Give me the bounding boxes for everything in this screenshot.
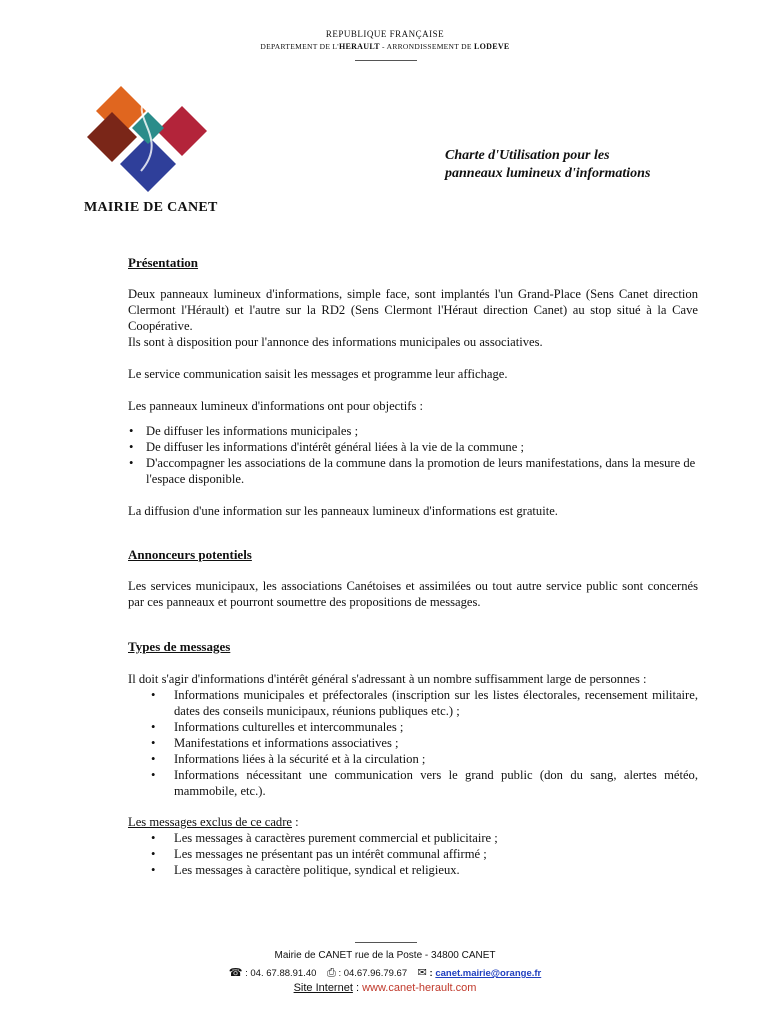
list-item: • Les messages ne présentant pas un intérêt communal affirmé ; (128, 846, 698, 862)
list-item: • Les messages à caractères purement commercial et publicitaire ; (128, 830, 698, 846)
footer-website: Site Internet : www.canet-herault.com (293, 982, 477, 994)
paragraph: Deux panneaux lumineux d'informations, simple face, sont implantés l'un Grand-Place (Sens Canet direction Clermont l'Hérault) et l'autre sur la RD2 (Sens Clermont l'Héraut direction Canet) au stop situé à la Cave Coopérative. (128, 287, 698, 333)
paragraph: Il doit s'agir d'informations d'intérêt général s'adressant à un nombre suffisamment large de personnes : (128, 672, 647, 686)
list-item: • Informations liées à la sécurité et à la circulation ; (128, 751, 698, 767)
objectives-list (128, 423, 698, 487)
phone-number: : 04. 67.88.91.40 (245, 968, 317, 979)
header-divider (355, 60, 417, 61)
mairie-logo (86, 76, 222, 198)
excluded-label: Les messages exclus de ce cadre : (128, 815, 299, 829)
paragraph: Les panneaux lumineux d'informations ont pour objectifs : (128, 399, 424, 413)
list-item: • De diffuser les informations municipales ; (128, 423, 698, 439)
paragraph: Ils sont à disposition pour l'annonce des informations municipales ou associatives. (128, 335, 543, 349)
message-types-list (128, 687, 698, 799)
paragraph: Les services municipaux, les associations Canétoises et assimilées ou tout autre service public sont concernés par ces panneaux et pourront soumettre des propositions de messages. (128, 579, 698, 609)
email-link[interactable]: canet.mairie@orange.fr (435, 968, 542, 979)
list-item: • Informations nécessitant une communication vers le grand public (don du sang, alertes météo, mammobile, etc.). (128, 767, 698, 799)
fax-number: : 04.67.96.79.67 (338, 968, 408, 979)
document-body (128, 255, 698, 878)
section-heading-annonceurs: Annonceurs potentiels (128, 547, 252, 562)
header-republique: REPUBLIQUE FRANÇAISE (325, 29, 445, 39)
paragraph: La diffusion d'une information sur les panneaux lumineux d'informations est gratuite. (128, 504, 558, 518)
section-heading-types: Types de messages (128, 639, 231, 654)
list-item: • Les messages à caractère politique, syndical et religieux. (128, 862, 698, 878)
fax-icon: ⎙ (326, 966, 336, 979)
list-item: • D'accompagner les associations de la commune dans la promotion de leurs manifestations, dans la mesure de l'espace disponible. (128, 455, 698, 487)
document-title: Charte d'Utilisation pour les panneaux lumineux d'informations (445, 148, 651, 181)
site-label: Site Internet (293, 982, 353, 994)
footer-divider (355, 942, 417, 943)
footer-address: Mairie de CANET rue de la Poste - 34800 CANET (274, 950, 496, 961)
excluded-list (128, 830, 698, 878)
paragraph: Le service communication saisit les messages et programme leur affichage. (128, 367, 508, 381)
footer-contacts: ☎ : 04. 67.88.91.40 ⎙ : 04.67.96.79.67 ✉ : canet.mairie@orange.fr (228, 966, 542, 979)
org-name: MAIRIE DE CANET (84, 200, 218, 215)
list-item: • Informations culturelles et intercommunales ; (128, 719, 698, 735)
list-item: • Manifestations et informations associatives ; (128, 735, 698, 751)
section-heading-presentation: Présentation (128, 255, 199, 270)
list-item: • De diffuser les informations d'intérêt général liées à la vie de la commune ; (128, 439, 698, 455)
list-item: • Informations municipales et préfectorales (inscription sur les listes électorales, recensement militaire, dates des conseils municipaux, réunions publiques etc.) ; (128, 687, 698, 719)
website-link[interactable]: www.canet-herault.com (362, 982, 477, 994)
phone-icon: ☎ (228, 966, 243, 979)
header-departement: DEPARTEMENT DE L'HERAULT - ARRONDISSEMENT DE LODEVE (260, 42, 510, 51)
email-icon: ✉ (417, 966, 427, 979)
logo-diamond-red (157, 106, 207, 156)
